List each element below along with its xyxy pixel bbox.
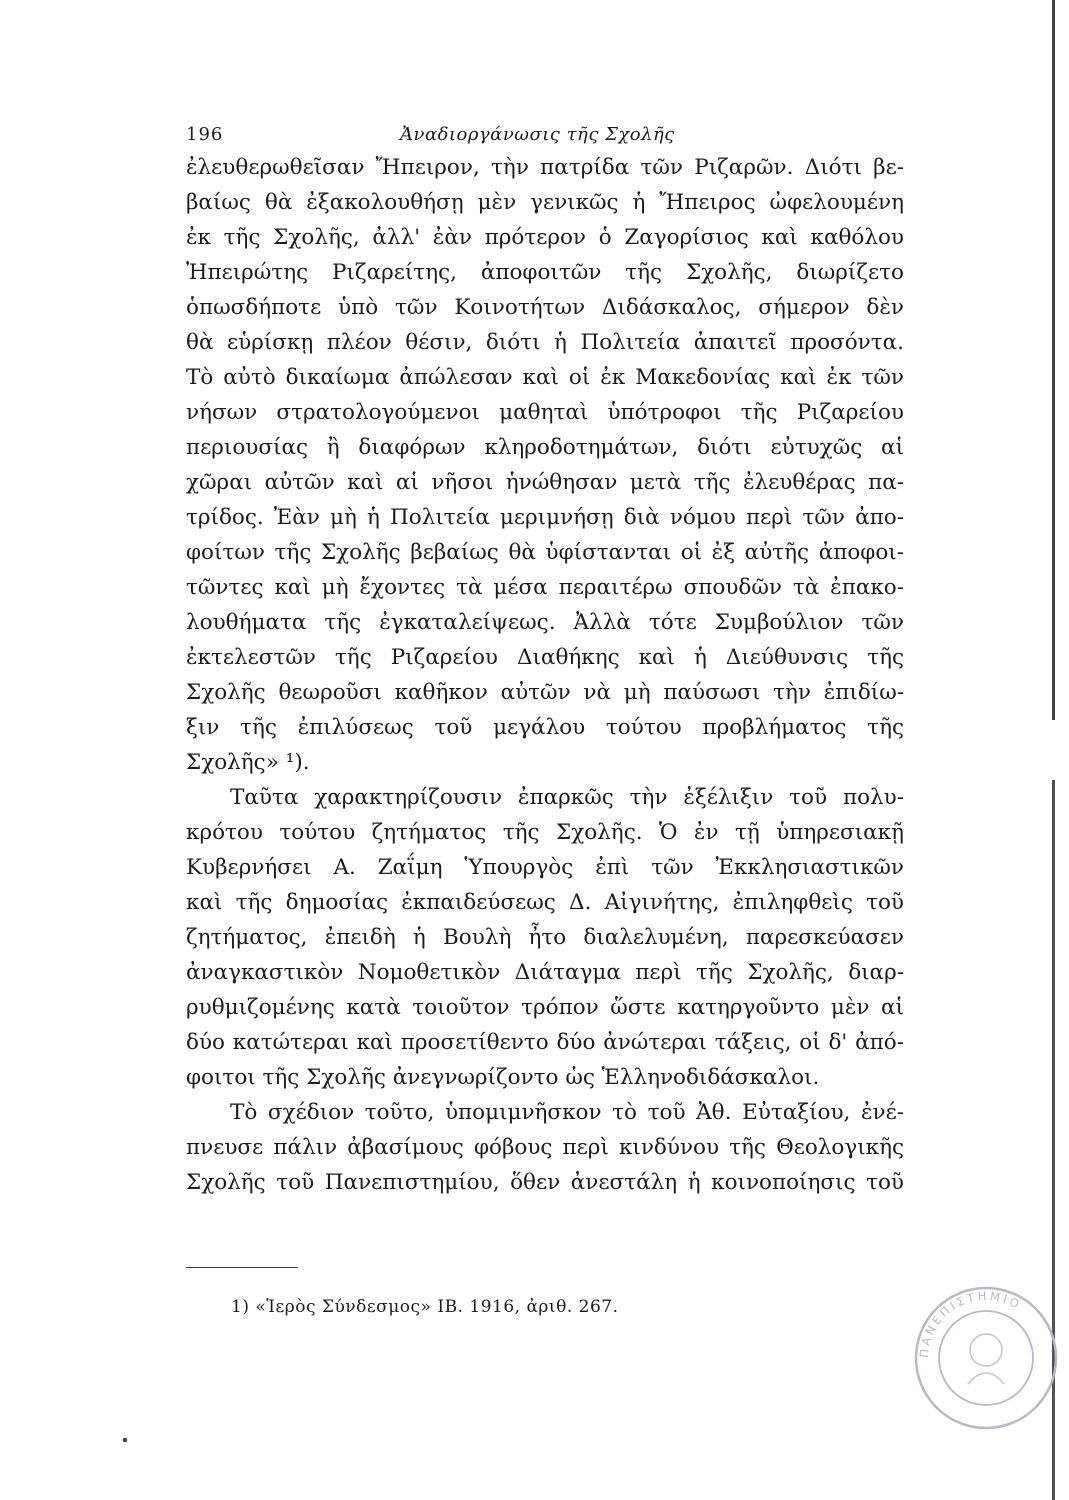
footnote: 1) «Ἱερὸς Σύνδεσμος» ΙΒ. 1916, ἀριθ. 267. — [231, 1297, 619, 1317]
page-number: 196 — [186, 124, 224, 145]
text-line: δύο κατώτεραι καὶ προσετίθεντο δύο ἀνώτεραι τάξεις, οἱ δ' ἀπό- — [186, 1030, 904, 1055]
text-line: ζητήματος, ἐπειδὴ ἡ Βουλὴ ἦτο διαλελυμένη, παρεσκεύασεν — [186, 925, 904, 950]
running-title: Ἀναδιοργάνωσις τῆς Σχολῆς — [400, 124, 675, 145]
text-line: ξιν τῆς ἐπιλύσεως τοῦ μεγάλου τούτου προβλήματος τῆς — [186, 715, 904, 740]
scan-edge-shadow — [1052, 0, 1055, 1500]
text-line: Σχολῆς θεωροῦσι καθῆκον αὐτῶν νὰ μὴ παύσωσι τὴν ἐπιδίω- — [186, 680, 904, 705]
text-line: ὁπωσδήποτε ὑπὸ τῶν Κοινοτήτων Διδάσκαλος, σήμερον δὲν — [186, 295, 904, 320]
text-line: Σχολῆς τοῦ Πανεπιστημίου, ὅθεν ἀνεστάλη ἡ κοινοποίησις τοῦ — [186, 1170, 904, 1195]
text-line: Τὸ αὐτὸ δικαίωμα ἀπώλεσαν καὶ οἱ ἐκ Μακεδονίας καὶ ἐκ τῶν — [186, 365, 904, 390]
text-line: χῶραι αὐτῶν καὶ αἱ νῆσοι ἡνώθησαν μετὰ τῆς ἐλευθέρας πα- — [186, 470, 904, 495]
footnote-divider — [186, 1267, 298, 1268]
text-line: φοιτοι τῆς Σχολῆς ἀνεγνωρίζοντο ὡς Ἑλληνοδιδάσκαλοι. — [186, 1065, 820, 1090]
text-line: φοίτων τῆς Σχολῆς βεβαίως θὰ ὑφίστανται οἱ ἐξ αὐτῆς ἀποφοι- — [186, 540, 904, 565]
stamp-text: ΠΑΝΕΠΙΣΤΗΜΙΟ — [916, 1288, 1025, 1359]
university-seal-stamp-icon — [912, 1284, 1060, 1432]
text-line: κρότου τούτου ζητήματος τῆς Σχολῆς. Ὁ ἐν τῇ ὑπηρεσιακῇ — [186, 820, 904, 845]
text-line: βαίως θὰ ἐξακολουθήσῃ μὲν γενικῶς ἡ Ἤπειρος ὠφελουμένη — [186, 190, 904, 215]
text-line: νήσων στρατολογούμενοι μαθηταὶ ὑπότροφοι τῆς Ριζαρείου — [186, 400, 904, 425]
text-line: Ταῦτα χαρακτηρίζουσιν ἐπαρκῶς τὴν ἐξέλιξιν τοῦ πολυ- — [230, 785, 904, 810]
body-text — [186, 150, 904, 1200]
text-line: λουθήματα τῆς ἐγκαταλείψεως. Ἀλλὰ τότε Συμβούλιον τῶν — [186, 610, 904, 635]
scan-speck — [123, 1438, 127, 1442]
text-line: ἐλευθερωθεῖσαν Ἤπειρον, τὴν πατρίδα τῶν Ριζαρῶν. Διότι βε- — [186, 155, 904, 180]
text-line: περιουσίας ἢ διαφόρων κληροδοτημάτων, διότι εὐτυχῶς αἱ — [186, 435, 904, 460]
text-line: Τὸ σχέδιον τοῦτο, ὑπομιμνῆσκον τὸ τοῦ Ἀθ. Εὐταξίου, ἐνέ- — [230, 1100, 904, 1125]
text-line: ρυθμιζομένης κατὰ τοιοῦτον τρόπον ὥστε κατηργοῦντο μὲν αἱ — [186, 995, 904, 1020]
text-line: θὰ εὑρίσκῃ πλέον θέσιν, διότι ἡ Πολιτεία ἀπαιτεῖ προσόντα. — [186, 330, 904, 355]
text-line: Κυβερνήσει Α. Ζαΐμη Ὑπουργὸς ἐπὶ τῶν Ἐκκλησιαστικῶν — [186, 855, 904, 880]
text-line: καὶ τῆς δημοσίας ἐκπαιδεύσεως Δ. Αἰγινήτης, ἐπιληφθεὶς τοῦ — [186, 890, 904, 915]
text-line: πνευσε πάλιν ἀβασίμους φόβους περὶ κινδύνου τῆς Θεολογικῆς — [186, 1135, 904, 1160]
text-line: Σχολῆς» ¹). — [186, 750, 310, 775]
text-line: τρίδος. Ἐὰν μὴ ἡ Πολιτεία μεριμνήσῃ διὰ νόμου περὶ τῶν ἀπο- — [186, 505, 904, 530]
text-line: τῶντες καὶ μὴ ἔχοντες τὰ μέσα περαιτέρω σπουδῶν τὰ ἐπακο- — [186, 575, 904, 600]
text-line: ἐκτελεστῶν τῆς Ριζαρείου Διαθήκης καὶ ἡ Διεύθυνσις τῆς — [186, 645, 904, 670]
text-line: ἀναγκαστικὸν Νομοθετικὸν Διάταγμα περὶ τῆς Σχολῆς, διαρ- — [186, 960, 904, 985]
text-line: ἐκ τῆς Σχολῆς, ἀλλ' ἐὰν πρότερον ὁ Ζαγορίσιος καὶ καθόλου — [186, 225, 904, 250]
text-line: Ἠπειρώτης Ριζαρείτης, ἀποφοιτῶν τῆς Σχολῆς, διωρίζετο — [186, 260, 904, 285]
